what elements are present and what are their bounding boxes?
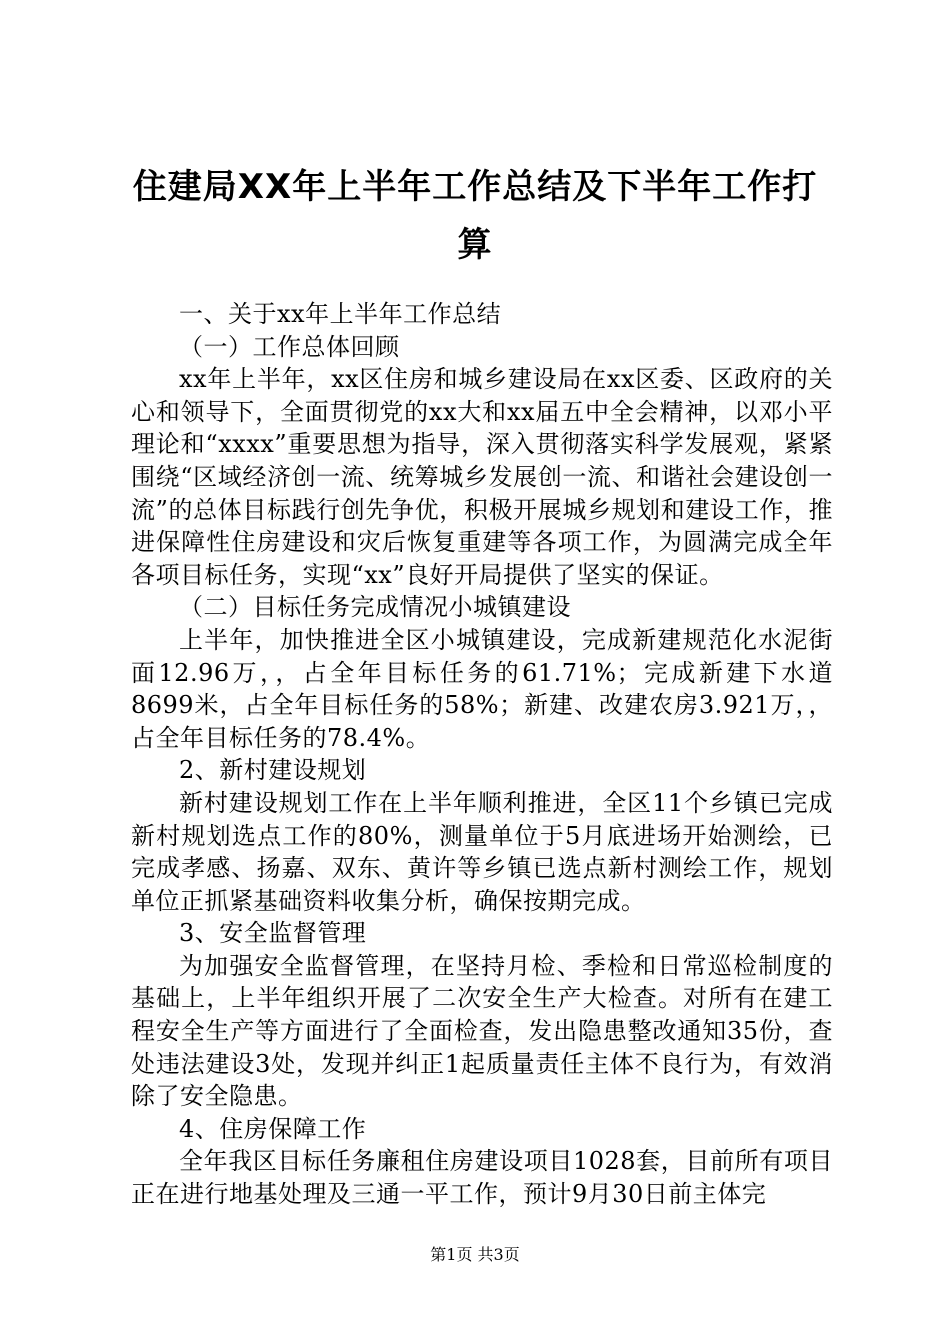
body-paragraph: 上半年，加快推进全区小城镇建设，完成新建规范化水泥街面12.96万，，占全年目标任务的61.71%；完成新建下水道8699米，占全年目标任务的58%；新建、改建农房3.921万，，占全年目标任务的78.4%。	[131, 625, 833, 752]
section-heading: 一、关于xx年上半年工作总结	[179, 300, 502, 328]
body-paragraph: 新村建设规划工作在上半年顺利推进，全区11个乡镇已完成新村规划选点工作的80%，测量单位于5月底进场开始测绘，已完成孝感、扬嘉、双东、黄许等乡镇已选点新村测绘工作，规划单位正抓紧基础资料收集分析，确保按期完成。	[131, 788, 833, 915]
subsection-heading: 2、新村建设规划	[179, 756, 367, 785]
subsection-heading: 3、安全监督管理	[179, 919, 367, 948]
body-paragraph: 为加强安全监督管理，在坚持月检、季检和日常巡检制度的基础上，上半年组织开展了二次安全生产大检查。对所有在建工程安全生产等方面进行了全面检查，发出隐患整改通知35份，查处违法建设3处，发现并纠正1起质量责任主体不良行为，有效消除了安全隐患。	[131, 951, 833, 1111]
document-body	[131, 298, 833, 1211]
body-paragraph: xx年上半年，xx区住房和城乡建设局在xx区委、区政府的关心和领导下，全面贯彻党的xx大和xx届五中全会精神，以邓小平理论和“xxxx”重要思想为指导，深入贯彻落实科学发展观，紧紧围绕“区域经济创一流、统筹城乡发展创一流、和谐社会建设创一流”的总体目标践行创先争优，积极开展城乡规划和建设工作，推进保障性住房建设和灾后恢复重建等各项工作，为圆满完成全年各项目标任务，实现“xx”良好开局提供了坚实的保证。	[131, 365, 833, 589]
document-title: 住建局XX年上半年工作总结及下半年工作打算	[132, 167, 818, 265]
body-paragraph: 全年我区目标任务廉租住房建设项目1028套，目前所有项目正在进行地基处理及三通一平工作，预计9月30日前主体完	[131, 1147, 833, 1209]
subsection-heading: （二）目标任务完成情况小城镇建设	[179, 593, 571, 622]
subsection-heading: 4、住房保障工作	[179, 1114, 367, 1143]
page-footer: 第1页 共3页	[430, 1245, 520, 1264]
subsection-heading: （一）工作总体回顾	[179, 332, 400, 361]
